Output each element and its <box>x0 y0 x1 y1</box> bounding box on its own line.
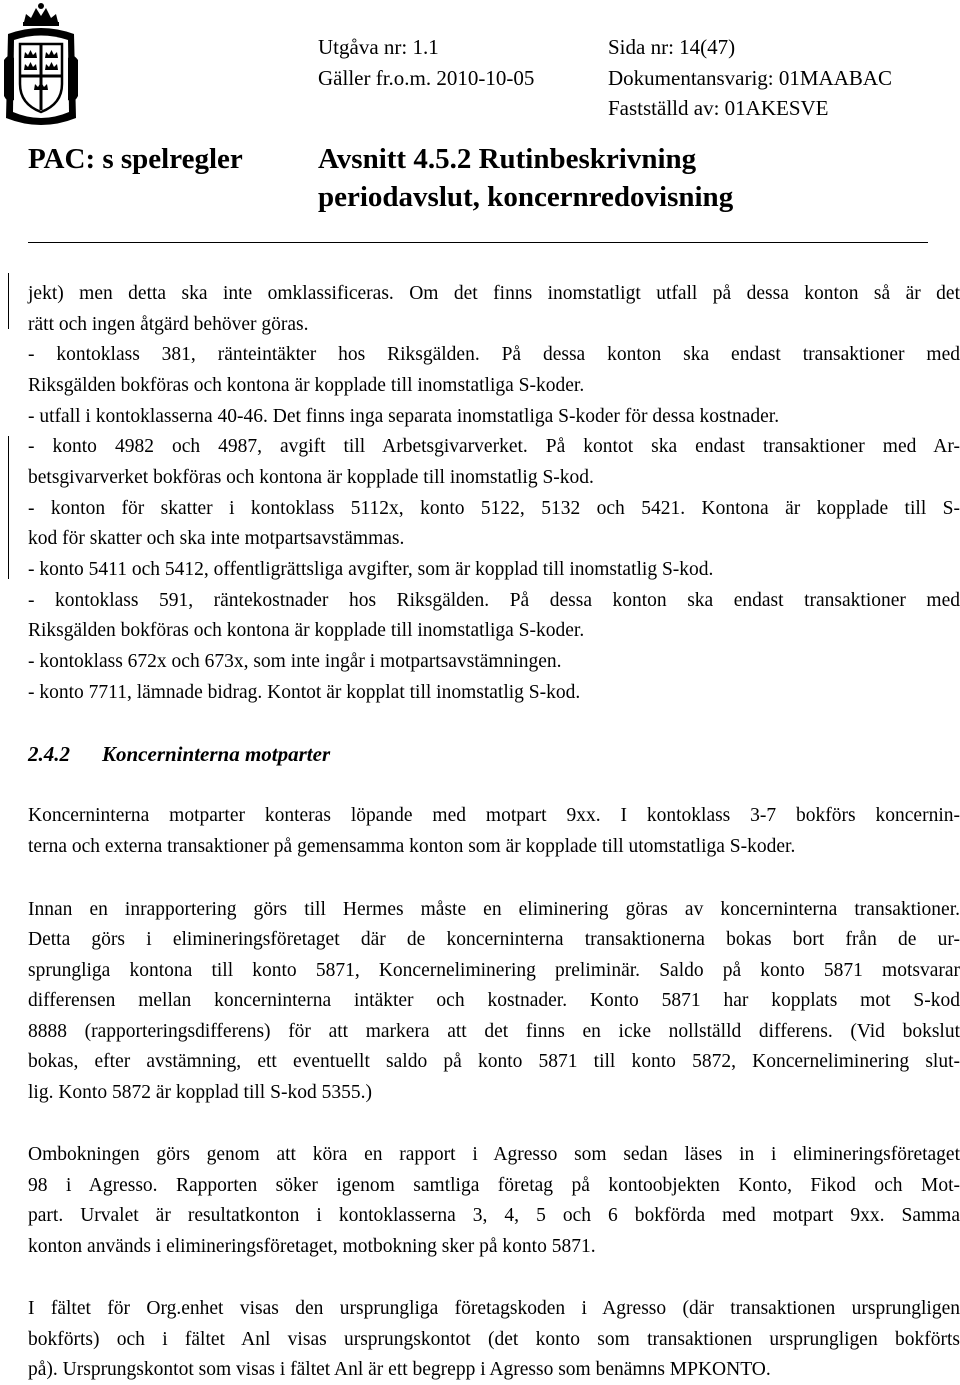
paragraph-2-line: Innan en inrapportering görs till Hermes måste en eliminering göras av koncerninterna transaktioner. <box>28 899 960 920</box>
coat-of-arms-logo <box>2 0 80 135</box>
body-line: - kontoklass 381, ränteintäkter hos Riksgälden. På dessa konton ska endast transaktioner med <box>28 344 960 365</box>
section-title-line-2: periodavslut, koncernredovisning <box>318 181 734 213</box>
paragraph-1-line: terna och externa transaktioner på gemensamma konton som är kopplade till utomstatliga S-koder. <box>28 836 796 857</box>
paragraph-1-line: Koncerninterna motparter konteras löpande med motpart 9xx. I kontoklass 3-7 bokförs koncernin- <box>28 805 960 826</box>
header-divider <box>28 242 928 243</box>
paragraph-2-line: bokas, efter avstämning, ett eventuellt saldo på konto 5871 till konto 5872, Koncerneliminering slut- <box>28 1051 960 1072</box>
body-line: - kontoklass 672x och 673x, som inte ingår i motpartsavstämningen. <box>28 651 562 672</box>
paragraph-3-line: Ombokningen görs genom att köra en rapport i Agresso som sedan läses in i elimineringsföretaget <box>28 1144 960 1165</box>
body-line: Riksgälden bokföras och kontona är kopplade till inomstatliga S-koder. <box>28 620 585 641</box>
section-title-line-1: Avsnitt 4.5.2 Rutinbeskrivning <box>318 143 697 175</box>
body-line: rätt och ingen åtgärd behöver göras. <box>28 314 309 335</box>
body-line: - konto 7711, lämnade bidrag. Kontot är kopplat till inomstatlig S-kod. <box>28 682 581 703</box>
body-line: Riksgälden bokföras och kontona är kopplade till inomstatliga S-koder. <box>28 375 585 396</box>
document-title: PAC: s spelregler <box>28 143 243 175</box>
body-line: jekt) men detta ska inte omklassificeras. Om det finns inomstatligt utfall på dessa konton så är det <box>28 283 960 304</box>
section-number: 2.4.2 <box>28 742 70 766</box>
body-line: - konton för skatter i kontoklass 5112x, konto 5122, 5132 och 5421. Kontona är kopplade till S- <box>28 498 960 519</box>
page-number-label: Sida nr: 14(47) <box>608 35 736 59</box>
paragraph-2-line: differensen mellan koncerninterna intäkter och kostnader. Konto 5871 har kopplats mot S-kod <box>28 990 960 1011</box>
paragraph-2-line: 8888 (rapporteringsdifferens) för att markera att det finns en icke nollställd differens. (Vid bokslut <box>28 1021 960 1042</box>
change-bar <box>8 436 9 579</box>
approved-by-label: Fastställd av: 01AKESVE <box>608 96 829 120</box>
paragraph-3-line: 98 i Agresso. Rapporten söker igenom samtliga företag på kontoobjekten Konto, Fikod och Mot- <box>28 1175 960 1196</box>
change-bar <box>8 273 9 329</box>
body-line: - konto 4982 och 4987, avgift till Arbetsgivarverket. På kontot ska endast transaktioner med Ar- <box>28 436 960 457</box>
paragraph-4-line: på). Ursprungskontot som visas i fältet Anl är ett begrepp i Agresso som benämns MPKONTO. <box>28 1359 771 1380</box>
body-line: kod för skatter och ska inte motpartsavstämmas. <box>28 528 405 549</box>
body-line: betsgivarverket bokföras och kontona är kopplade till inomstatlig S-kod. <box>28 467 594 488</box>
section-heading <box>28 744 330 765</box>
paragraph-3-line: part. Urvalet är resultatkonton i kontoklasserna 3, 4, 5 och 6 bokförda med motpart 9xx. Samma <box>28 1205 960 1226</box>
paragraph-2-line: Detta görs i elimineringsföretaget där de koncerninterna transaktionerna bokas bort från de ur- <box>28 929 960 950</box>
body-line: - konto 5411 och 5412, offentligrättsliga avgifter, som är kopplad till inomstatlig S-kod. <box>28 559 714 580</box>
body-line: - utfall i kontoklasserna 40-46. Det finns inga separata inomstatliga S-koder för dessa kostnader. <box>28 406 780 427</box>
document-owner-label: Dokumentansvarig: 01MAABAC <box>608 66 893 90</box>
paragraph-4-line: bokförts) och i fältet Anl visas ursprungskontot (det konto som transaktionen ursprungligen bokförts <box>28 1329 960 1350</box>
edition-label: Utgåva nr: 1.1 <box>318 35 439 59</box>
paragraph-4-line: I fältet för Org.enhet visas den ursprungliga företagskoden i Agresso (där transaktionen ursprungligen <box>28 1298 960 1319</box>
paragraph-2-line: lig. Konto 5872 är kopplad till S-kod 5355.) <box>28 1082 372 1103</box>
paragraph-2-line: sprungliga kontona till konto 5871, Koncerneliminering preliminär. Saldo på konto 5871 motsvarar <box>28 960 960 981</box>
section-heading-title: Koncerninterna motparter <box>102 742 331 766</box>
body-line: - kontoklass 591, räntekostnader hos Riksgälden. På dessa konton ska endast transaktioner med <box>28 590 960 611</box>
valid-from-label: Gäller fr.o.m. 2010-10-05 <box>318 66 535 90</box>
paragraph-3-line: konton används i elimineringsföretaget, motbokning sker på konto 5871. <box>28 1236 596 1257</box>
